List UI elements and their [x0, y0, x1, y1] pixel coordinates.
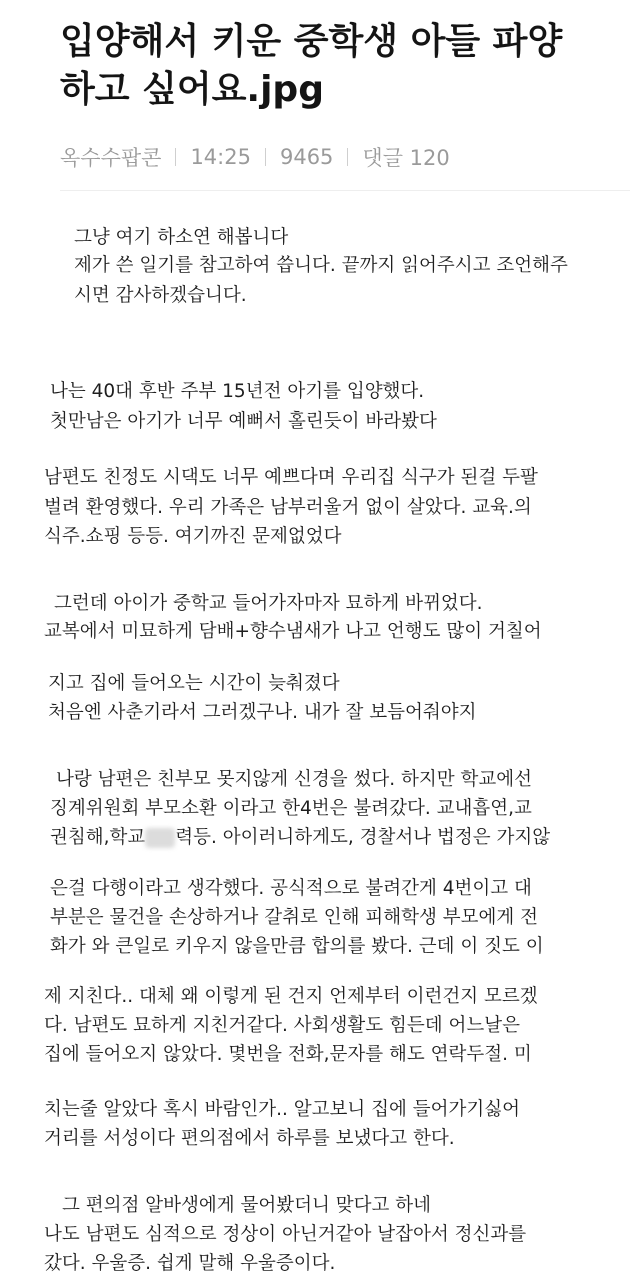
body-line: 나는 40대 후반 주부 15년전 아기를 입양했다. [50, 381, 425, 402]
body-line: 다. 남편도 묘하게 지친거같다. 사회생활도 힘든데 어느날은 [44, 1015, 520, 1036]
body-line-part: 권침해,학교 [50, 827, 146, 848]
body-line: 갔다. 우울증. 쉽게 말해 우울증이다. [44, 1253, 336, 1274]
body-line: 시면 감사하겠습니다. [74, 285, 247, 306]
body-line: 첫만남은 아기가 너무 예뻐서 홀린듯이 바라봤다 [50, 411, 437, 432]
body-line: 교복에서 미묘하게 담배+향수냄새가 나고 언행도 많이 거칠어 [44, 621, 542, 642]
body-line: 그냥 여기 하소연 해봅니다 [74, 227, 289, 248]
meta-divider [347, 148, 348, 166]
body-line: 치는줄 알았다 혹시 바람인가.. 알고보니 집에 들어가기싫어 [44, 1099, 520, 1120]
body-line: 남편도 친정도 시댁도 너무 예쁘다며 우리집 식구가 된걸 두팔 [44, 467, 538, 488]
post-title-line-2: 하고 싶어요.jpg [60, 69, 324, 110]
body-line: 화가 와 큰일로 키우지 않을만큼 합의를 봤다. 근데 이 짓도 이 [50, 936, 544, 957]
body-line: 지고 집에 들어오는 시간이 늦춰졌다 [48, 673, 340, 694]
redaction-blur [145, 828, 175, 848]
body-line: 식주.쇼핑 등등. 여기까진 문제없었다 [44, 526, 342, 547]
view-count: 9465 [279, 145, 334, 169]
meta-divider [265, 148, 266, 166]
post-time: 14:25 [190, 145, 251, 169]
author-name[interactable]: 옥수수팝콘 [60, 146, 162, 170]
header-divider [60, 190, 630, 191]
body-line: 그런데 아이가 중학교 들어가자마자 묘하게 바뀌었다. [54, 593, 483, 614]
body-line-redacted [50, 824, 550, 852]
body-line-part: 력등. 아이러니하게도, 경찰서나 법정은 가지않 [175, 827, 551, 848]
body-line: 나도 남편도 심적으로 정상이 아닌거같아 날잡아서 정신과를 [44, 1224, 527, 1245]
post-title-line-1: 입양해서 키운 중학생 아들 파양 [60, 21, 563, 62]
post-title [60, 18, 630, 114]
body-line: 그 편의점 알바생에게 물어봤더니 맞다고 하네 [62, 1195, 431, 1216]
body-line: 처음엔 사춘기라서 그러겠구나. 내가 잘 보듬어줘야지 [48, 702, 477, 723]
body-line: 제 지친다.. 대체 왜 이렇게 된 건지 언제부터 이런건지 모르겠 [44, 986, 538, 1007]
body-line: 벌려 환영했다. 우리 가족은 남부러울거 없이 살았다. 교육.의 [44, 497, 532, 518]
comment-count[interactable]: 댓글 120 [362, 146, 450, 170]
body-line: 나랑 남편은 친부모 못지않게 신경을 썼다. 하지만 학교에선 [56, 769, 532, 790]
body-line: 제가 쓴 일기를 참고하여 씁니다. 끝까지 읽어주시고 조언해주 [74, 255, 568, 276]
body-line: 징계위원회 부모소환 이라고 한4번은 불려갔다. 교내흡연,교 [50, 798, 532, 819]
body-line: 부분은 물건을 손상하거나 갈취로 인해 피해학생 부모에게 전 [50, 907, 538, 928]
body-line: 은걸 다행이라고 생각했다. 공식적으로 불려간게 4번이고 대 [50, 878, 532, 899]
body-line: 집에 들어오지 않았다. 몇번을 전화,문자를 해도 연락두절. 미 [44, 1044, 532, 1065]
body-line: 거리를 서성이다 편의점에서 하루를 보냈다고 한다. [44, 1128, 455, 1149]
meta-divider [175, 148, 176, 166]
post-meta [60, 142, 450, 172]
